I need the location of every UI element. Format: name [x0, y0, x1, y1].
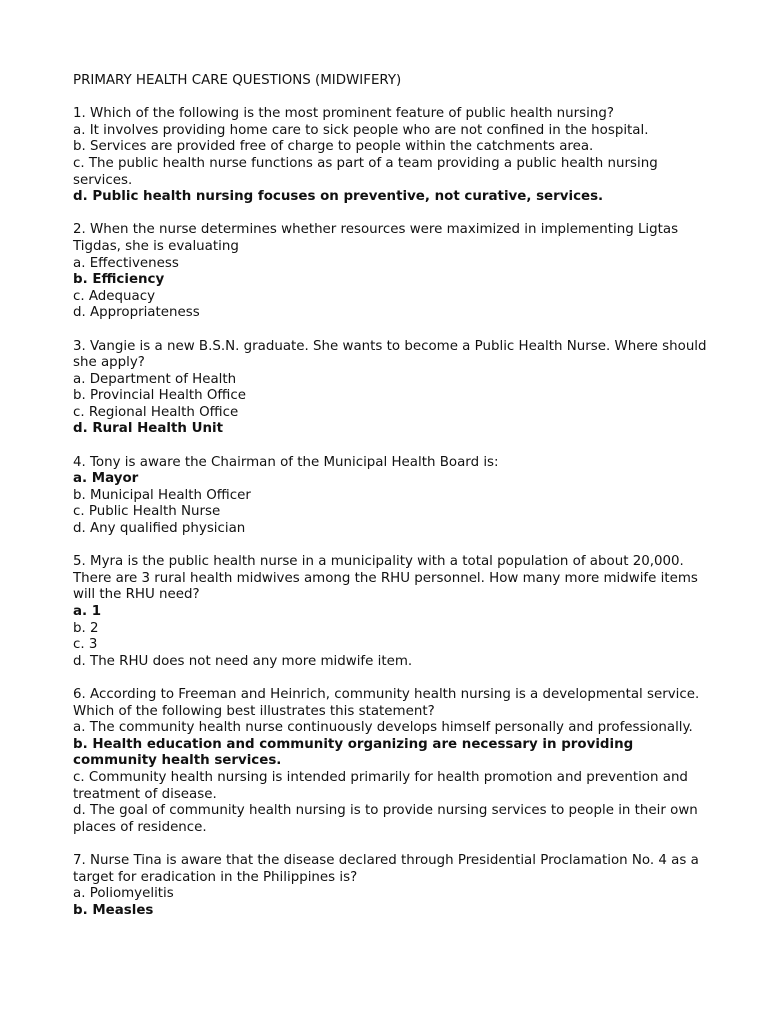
answer-option: a. It involves providing home care to sick people who are not confined in the hospital. — [73, 122, 649, 138]
question-3 — [73, 339, 713, 439]
correct-answer-option: a. 1 — [73, 604, 102, 619]
answer-option: c. Public Health Nurse — [73, 504, 221, 520]
answer-option: c. The public health nurse functions as part of a team providing a public health nursing services. — [73, 155, 658, 188]
answer-option: b. Municipal Health Officer — [73, 487, 251, 503]
answer-option: d. The RHU does not need any more midwife item. — [73, 653, 413, 669]
answer-option: d. The goal of community health nursing is to provide nursing services to people in their own places of residence. — [73, 803, 698, 835]
correct-answer-option: d. Public health nursing focuses on preventive, not curative, services. — [73, 189, 604, 205]
question-text: 5. Myra is the public health nurse in a municipality with a total population of about 20,000. There are 3 rural health midwives among the RHU personnel. How many more midwife items will the RHU need? — [73, 554, 698, 603]
correct-answer-option: a. Mayor — [73, 471, 139, 487]
answer-option: a. Department of Health — [73, 371, 237, 387]
answer-option: c. Regional Health Office — [73, 404, 239, 420]
question-text: 3. Vangie is a new B.S.N. graduate. She wants to become a Public Health Nurse. Where should she apply? — [73, 338, 707, 371]
question-list — [73, 106, 713, 919]
question-text: 2. When the nurse determines whether resources were maximized in implementing Ligtas Tigdas, she is evaluating — [73, 222, 679, 254]
question-text: 4. Tony is aware the Chairman of the Municipal Health Board is: — [73, 454, 499, 470]
question-2 — [73, 222, 713, 322]
correct-answer-option: b. Health education and community organizing are necessary in providing community health services. — [73, 736, 634, 769]
document-body — [73, 73, 713, 919]
answer-option: a. Effectiveness — [73, 255, 179, 271]
answer-option: c. Community health nursing is intended primarily for health promotion and prevention and treatment of disease. — [73, 769, 688, 802]
question-7 — [73, 853, 713, 919]
answer-option: b. 2 — [73, 620, 99, 636]
question-5 — [73, 554, 713, 670]
question-text: 1. Which of the following is the most prominent feature of public health nursing? — [73, 106, 614, 122]
answer-option: a. Poliomyelitis — [73, 886, 174, 902]
correct-answer-option: d. Rural Health Unit — [73, 421, 223, 437]
question-4 — [73, 455, 713, 538]
question-6 — [73, 687, 713, 836]
correct-answer-option: b. Efficiency — [73, 272, 165, 288]
answer-option: d. Any qualified physician — [73, 521, 246, 537]
answer-option: d. Appropriateness — [73, 305, 200, 321]
answer-option: a. The community health nurse continuously develops himself personally and professionally. — [73, 720, 693, 736]
correct-answer-option: b. Measles — [73, 902, 154, 918]
answer-option: b. Provincial Health Office — [73, 388, 246, 404]
question-text: 6. According to Freeman and Heinrich, community health nursing is a developmental service. Which of the following best illustrates this statement? — [73, 686, 700, 719]
answer-option: c. Adequacy — [73, 288, 156, 304]
document-title: PRIMARY HEALTH CARE QUESTIONS (MIDWIFERY) — [73, 73, 402, 88]
question-1 — [73, 106, 713, 206]
question-text: 7. Nurse Tina is aware that the disease declared through Presidential Proclamation No. 4 as a target for eradication in the Philippines is? — [73, 852, 699, 885]
answer-option: b. Services are provided free of charge to people within the catchments area. — [73, 139, 594, 155]
answer-option: c. 3 — [73, 637, 98, 653]
